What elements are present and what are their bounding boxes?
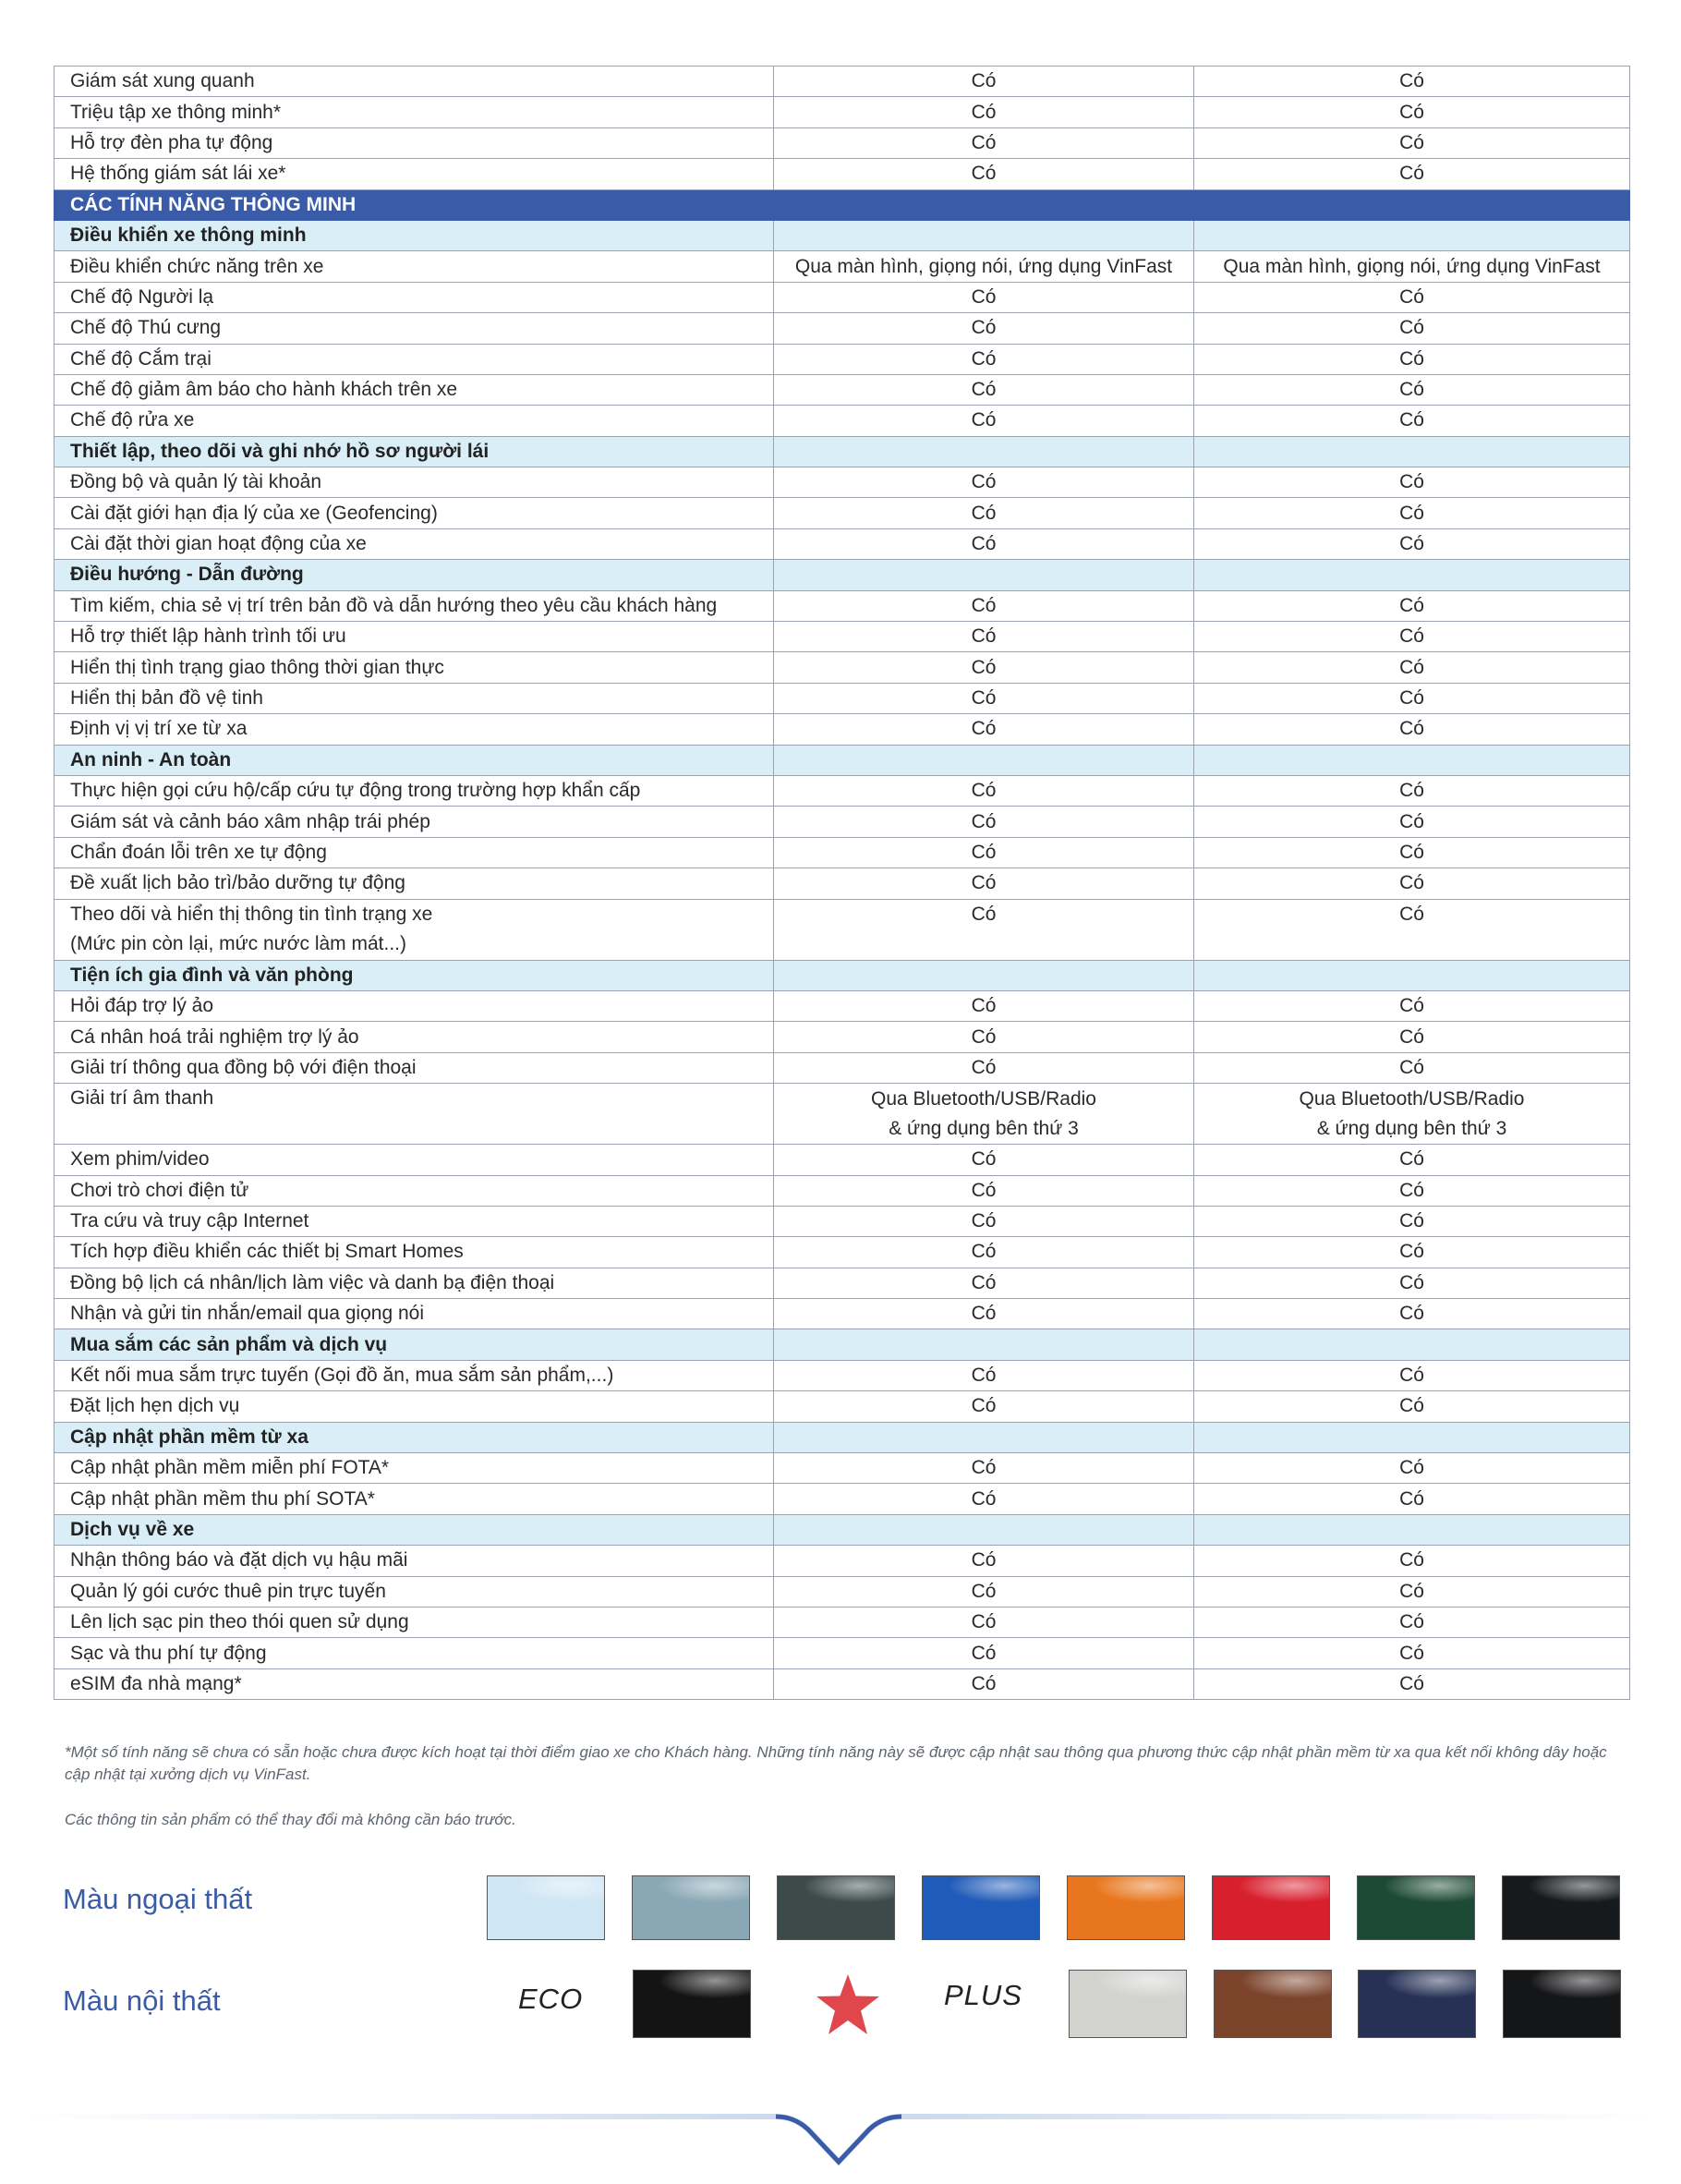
table-row <box>54 1453 1630 1484</box>
table-row <box>54 1206 1630 1236</box>
table-row <box>54 1268 1630 1298</box>
exterior-swatch <box>1502 1875 1620 1940</box>
table-row <box>54 344 1630 374</box>
empty-cell <box>1194 960 1630 990</box>
value-eco: Có <box>774 1022 1194 1052</box>
value-plus: Có <box>1194 1360 1630 1390</box>
value-plus: Có <box>1194 1391 1630 1422</box>
section-label: Điều hướng - Dẫn đường <box>54 560 774 590</box>
feature-label: Hỗ trợ thiết lập hành trình tối ưu <box>54 622 774 652</box>
feature-label <box>54 899 774 960</box>
value-plus: Có <box>1194 282 1630 312</box>
section-label: Mua sắm các sản phẩm và dịch vụ <box>54 1329 774 1360</box>
section-label: An ninh - An toàn <box>54 745 774 775</box>
value-eco: Có <box>774 683 1194 713</box>
value-eco: Có <box>774 837 1194 868</box>
table-row <box>54 127 1630 158</box>
value-eco <box>774 1084 1194 1145</box>
empty-cell <box>774 1329 1194 1360</box>
value-eco: Có <box>774 1607 1194 1637</box>
table-row <box>54 1576 1630 1607</box>
value-eco: Có <box>774 406 1194 436</box>
plus-interior-swatch <box>1503 1970 1621 2038</box>
value-plus: Có <box>1194 1268 1630 1298</box>
section-label: Dịch vụ về xe <box>54 1514 774 1545</box>
feature-label: Cập nhật phần mềm miễn phí FOTA* <box>54 1453 774 1484</box>
value-eco <box>774 899 1194 960</box>
value-plus: Có <box>1194 159 1630 189</box>
table-row <box>54 1638 1630 1668</box>
interior-color-title: Màu nội thất <box>63 1984 221 2017</box>
value-eco: Có <box>774 1237 1194 1268</box>
value-eco: Có <box>774 498 1194 528</box>
section-label: Cập nhật phần mềm từ xa <box>54 1422 774 1452</box>
exterior-swatch <box>487 1875 605 1940</box>
feature-label: Chơi trò chơi điện tử <box>54 1175 774 1206</box>
table-row <box>54 1175 1630 1206</box>
table-row <box>54 498 1630 528</box>
table-row <box>54 1607 1630 1637</box>
value-plus: Có <box>1194 868 1630 899</box>
subcategory-header-row <box>54 960 1630 990</box>
value-eco: Có <box>774 990 1194 1021</box>
value-eco: Có <box>774 1576 1194 1607</box>
subcategory-header-row <box>54 560 1630 590</box>
value-plus: Có <box>1194 775 1630 806</box>
feature-label: Đặt lịch hẹn dịch vụ <box>54 1391 774 1422</box>
feature-label: Hỏi đáp trợ lý ảo <box>54 990 774 1021</box>
value-plus: Có <box>1194 1576 1630 1607</box>
value-plus: Có <box>1194 990 1630 1021</box>
value-eco: Có <box>774 652 1194 683</box>
star-icon <box>815 1972 881 2037</box>
value-plus: Có <box>1194 1052 1630 1083</box>
value-plus: Có <box>1194 714 1630 745</box>
value-plus: Có <box>1194 313 1630 344</box>
table-row <box>54 67 1630 97</box>
feature-label: Tra cứu và truy cập Internet <box>54 1206 774 1236</box>
value-text: Có <box>1399 903 1424 925</box>
empty-cell <box>1194 1514 1630 1545</box>
feature-label: Thực hiện gọi cứu hộ/cấp cứu tự động trong trường hợp khẩn cấp <box>54 775 774 806</box>
table-row <box>54 1145 1630 1175</box>
feature-label: Đồng bộ lịch cá nhân/lịch làm việc và danh bạ điện thoại <box>54 1268 774 1298</box>
feature-label: Nhận và gửi tin nhắn/email qua giọng nói <box>54 1299 774 1329</box>
feature-label: Giám sát xung quanh <box>54 67 774 97</box>
value-eco: Có <box>774 1391 1194 1422</box>
value-plus: Có <box>1194 1237 1630 1268</box>
table-row <box>54 467 1630 498</box>
empty-cell <box>774 436 1194 467</box>
feature-label: Định vị vị trí xe từ xa <box>54 714 774 745</box>
value-eco: Có <box>774 1638 1194 1668</box>
subcategory-header-row <box>54 1422 1630 1452</box>
feature-label: Quản lý gói cước thuê pin trực tuyến <box>54 1576 774 1607</box>
value-plus: Có <box>1194 837 1630 868</box>
table-row <box>54 652 1630 683</box>
value-plus: Có <box>1194 406 1630 436</box>
empty-cell <box>774 220 1194 250</box>
value-plus: Có <box>1194 498 1630 528</box>
feature-label: Xem phim/video <box>54 1145 774 1175</box>
value-plus: Có <box>1194 1299 1630 1329</box>
feature-label: Cá nhân hoá trải nghiệm trợ lý ảo <box>54 1022 774 1052</box>
table-row <box>54 899 1630 960</box>
table-row <box>54 282 1630 312</box>
value-plus: Có <box>1194 1546 1630 1576</box>
value-eco: Có <box>774 1175 1194 1206</box>
feature-label: Tìm kiếm, chia sẻ vị trí trên bản đồ và dẫn hướng theo yêu cầu khách hàng <box>54 590 774 621</box>
value-eco: Có <box>774 1668 1194 1699</box>
subcategory-header-row <box>54 745 1630 775</box>
feature-label: Giải trí thông qua đồng bộ với điện thoại <box>54 1052 774 1083</box>
table-row <box>54 313 1630 344</box>
table-row <box>54 528 1630 559</box>
table-row <box>54 1391 1630 1422</box>
feature-label: eSIM đa nhà mạng* <box>54 1668 774 1699</box>
subcategory-header-row <box>54 1329 1630 1360</box>
feature-label: Hỗ trợ đèn pha tự động <box>54 127 774 158</box>
table-row <box>54 1022 1630 1052</box>
value-eco: Có <box>774 467 1194 498</box>
value-eco: Qua màn hình, giọng nói, ứng dụng VinFast <box>774 251 1194 282</box>
table-row <box>54 990 1630 1021</box>
empty-cell <box>774 1422 1194 1452</box>
value-plus <box>1194 899 1630 960</box>
exterior-swatch <box>632 1875 750 1940</box>
value-eco: Có <box>774 127 1194 158</box>
table-row <box>54 1360 1630 1390</box>
value-text: Có <box>971 903 997 925</box>
empty-cell <box>1194 745 1630 775</box>
eco-trim-label: ECO <box>518 1983 584 2015</box>
table-row <box>54 159 1630 189</box>
plus-trim-label: PLUS <box>944 1979 1022 2011</box>
value-eco: Có <box>774 282 1194 312</box>
value-plus <box>1194 1084 1630 1145</box>
value-eco: Có <box>774 807 1194 837</box>
eco-interior-swatch <box>633 1970 751 2038</box>
empty-cell <box>774 1514 1194 1545</box>
value-plus: Có <box>1194 528 1630 559</box>
feature-label: Chế độ Cắm trại <box>54 344 774 374</box>
feature-label: Điều khiển chức năng trên xe <box>54 251 774 282</box>
exterior-swatch <box>922 1875 1040 1940</box>
exterior-swatch <box>777 1875 895 1940</box>
spec-table <box>54 66 1630 1700</box>
value-eco: Có <box>774 374 1194 405</box>
section-label: Thiết lập, theo dõi và ghi nhớ hồ sơ người lái <box>54 436 774 467</box>
value-text: Qua Bluetooth/USB/Radio <box>871 1087 1096 1110</box>
table-row <box>54 374 1630 405</box>
value-eco: Có <box>774 1052 1194 1083</box>
section-label: CÁC TÍNH NĂNG THÔNG MINH <box>54 189 774 220</box>
value-plus: Có <box>1194 344 1630 374</box>
subcategory-header-row <box>54 1514 1630 1545</box>
feature-label: Cài đặt giới hạn địa lý của xe (Geofencing) <box>54 498 774 528</box>
feature-label: Sạc và thu phí tự động <box>54 1638 774 1668</box>
table-row <box>54 775 1630 806</box>
value-eco: Có <box>774 775 1194 806</box>
value-eco: Có <box>774 528 1194 559</box>
value-eco: Có <box>774 1299 1194 1329</box>
table-row <box>54 622 1630 652</box>
table-row <box>54 251 1630 282</box>
value-plus: Có <box>1194 1206 1630 1236</box>
disclaimer-note: *Một số tính năng sẽ chưa có sẵn hoặc chưa được kích hoạt tại thời điểm giao xe cho Khách hàng. Những tính năng này sẽ được cập nhật sau thông qua phương thức cập nhật phần mềm từ xa qua kết nối không dây hoặc cập nhật tại xưởng dịch vụ VinFast. <box>65 1743 1607 1783</box>
value-eco: Có <box>774 1453 1194 1484</box>
value-plus: Có <box>1194 374 1630 405</box>
section-label: Tiện ích gia đình và văn phòng <box>54 960 774 990</box>
table-row <box>54 97 1630 127</box>
table-row <box>54 590 1630 621</box>
table-row <box>54 807 1630 837</box>
feature-label: Kết nối mua sắm trực tuyến (Gọi đồ ăn, mua sắm sản phẩm,...) <box>54 1360 774 1390</box>
section-label: Điều khiển xe thông minh <box>54 220 774 250</box>
empty-cell <box>1194 1329 1630 1360</box>
category-header-row <box>54 189 1630 220</box>
empty-cell <box>1194 220 1630 250</box>
value-plus: Qua màn hình, giọng nói, ứng dụng VinFast <box>1194 251 1630 282</box>
feature-label: Giám sát và cảnh báo xâm nhập trái phép <box>54 807 774 837</box>
table-row <box>54 837 1630 868</box>
value-eco: Có <box>774 714 1194 745</box>
empty-cell <box>1194 436 1630 467</box>
value-eco: Có <box>774 344 1194 374</box>
value-plus: Có <box>1194 1638 1630 1668</box>
change-notice: Các thông tin sản phẩm có thể thay đổi mà không cần báo trước. <box>65 1811 516 1828</box>
table-row <box>54 1546 1630 1576</box>
value-plus: Có <box>1194 683 1630 713</box>
value-eco: Có <box>774 1206 1194 1236</box>
plus-interior-swatch <box>1069 1970 1187 2038</box>
value-eco: Có <box>774 1546 1194 1576</box>
empty-cell <box>774 560 1194 590</box>
empty-cell <box>774 745 1194 775</box>
feature-label: Chế độ giảm âm báo cho hành khách trên xe <box>54 374 774 405</box>
value-plus: Có <box>1194 1022 1630 1052</box>
plus-interior-swatch <box>1214 1970 1332 2038</box>
table-row <box>54 1052 1630 1083</box>
exterior-color-title: Màu ngoại thất <box>63 1883 253 1915</box>
value-eco: Có <box>774 1268 1194 1298</box>
empty-cell <box>774 960 1194 990</box>
table-row <box>54 868 1630 899</box>
table-row <box>54 1484 1630 1514</box>
subcategory-header-row <box>54 436 1630 467</box>
feature-label: Hiển thị tình trạng giao thông thời gian thực <box>54 652 774 683</box>
value-plus: Có <box>1194 467 1630 498</box>
bottom-chevron-decoration <box>0 2088 1681 2184</box>
value-eco: Có <box>774 97 1194 127</box>
feature-label-line: Theo dõi và hiển thị thông tin tình trạng xe <box>70 904 433 926</box>
value-plus: Có <box>1194 622 1630 652</box>
feature-label: Triệu tập xe thông minh* <box>54 97 774 127</box>
value-eco: Có <box>774 1484 1194 1514</box>
table-row <box>54 683 1630 713</box>
value-text: & ứng dụng bên thứ 3 <box>889 1117 1079 1139</box>
feature-label: Đồng bộ và quản lý tài khoản <box>54 467 774 498</box>
plus-interior-swatch <box>1358 1970 1476 2038</box>
feature-label: Đề xuất lịch bảo trì/bảo dưỡng tự động <box>54 868 774 899</box>
value-plus: Có <box>1194 652 1630 683</box>
value-plus: Có <box>1194 807 1630 837</box>
value-eco: Có <box>774 590 1194 621</box>
feature-label: Hiển thị bản đồ vệ tinh <box>54 683 774 713</box>
value-plus: Có <box>1194 97 1630 127</box>
table-row <box>54 1299 1630 1329</box>
exterior-swatch <box>1067 1875 1185 1940</box>
value-plus: Có <box>1194 1484 1630 1514</box>
feature-label-line: (Mức pin còn lại, mức nước làm mát...) <box>70 933 407 955</box>
value-eco: Có <box>774 622 1194 652</box>
value-plus: Có <box>1194 1607 1630 1637</box>
value-eco: Có <box>774 1360 1194 1390</box>
table-row <box>54 1668 1630 1699</box>
value-text: Qua Bluetooth/USB/Radio <box>1299 1087 1525 1110</box>
feature-label: Chế độ Thú cưng <box>54 313 774 344</box>
feature-label: Cài đặt thời gian hoạt động của xe <box>54 528 774 559</box>
table-row <box>54 406 1630 436</box>
value-eco: Có <box>774 1145 1194 1175</box>
subcategory-header-row <box>54 220 1630 250</box>
feature-label: Tích hợp điều khiển các thiết bị Smart Homes <box>54 1237 774 1268</box>
value-plus: Có <box>1194 1453 1630 1484</box>
value-plus: Có <box>1194 590 1630 621</box>
value-plus: Có <box>1194 1145 1630 1175</box>
value-eco: Có <box>774 159 1194 189</box>
feature-label: Cập nhật phần mềm thu phí SOTA* <box>54 1484 774 1514</box>
table-row <box>54 714 1630 745</box>
value-eco: Có <box>774 67 1194 97</box>
value-eco: Có <box>774 868 1194 899</box>
exterior-swatch <box>1357 1875 1475 1940</box>
empty-cell <box>774 189 1194 220</box>
empty-cell <box>1194 560 1630 590</box>
value-plus: Có <box>1194 1175 1630 1206</box>
value-eco: Có <box>774 313 1194 344</box>
value-text: & ứng dụng bên thứ 3 <box>1316 1117 1507 1139</box>
feature-label: Hệ thống giám sát lái xe* <box>54 159 774 189</box>
value-plus: Có <box>1194 67 1630 97</box>
empty-cell <box>1194 1422 1630 1452</box>
feature-label: Giải trí âm thanh <box>54 1084 774 1145</box>
empty-cell <box>1194 189 1630 220</box>
exterior-swatch <box>1212 1875 1330 1940</box>
feature-label: Nhận thông báo và đặt dịch vụ hậu mãi <box>54 1546 774 1576</box>
feature-label: Chẩn đoán lỗi trên xe tự động <box>54 837 774 868</box>
value-plus: Có <box>1194 127 1630 158</box>
table-row <box>54 1237 1630 1268</box>
value-plus: Có <box>1194 1668 1630 1699</box>
table-row <box>54 1084 1630 1145</box>
feature-label: Lên lịch sạc pin theo thói quen sử dụng <box>54 1607 774 1637</box>
feature-label: Chế độ rửa xe <box>54 406 774 436</box>
feature-label: Chế độ Người lạ <box>54 282 774 312</box>
